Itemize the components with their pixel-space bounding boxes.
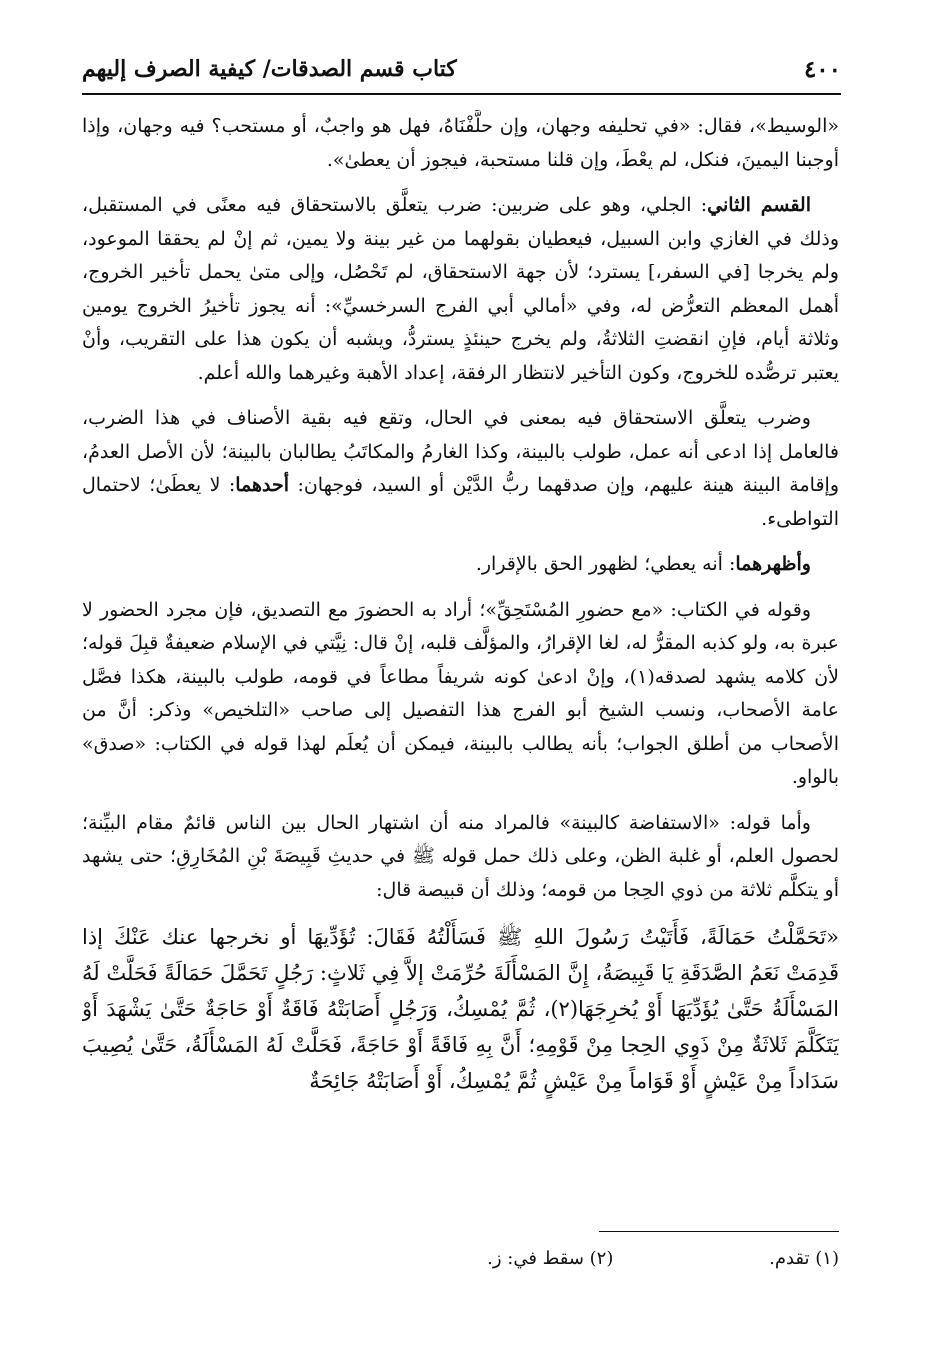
second-opinion-label: وأظهرهما <box>735 553 811 575</box>
page-header <box>82 52 841 92</box>
paragraph-1: «الوسيط»، فقال: «في تحليفه وجهان، وإن حلَّفْنَاهُ، فهل هو واجبٌ، أو مستحب؟ فيه وجهان، وإذا أوجبنا اليمينَ، فنكل، لم يعْطَ، وإن قلنا مستحبة، فيجوز أن يعطىٰ». <box>82 115 839 171</box>
paragraph-5: وقوله في الكتاب: «مع حضورِ المُسْتَحِقِّ»؛ أراد به الحضورَ مع التصديق، فإن مجرد الحضور لا عبرة به، ولو كذبه المقرُّ له، لغا الإقرارُ، والمؤلَّف قلبه، إنْ قال: نِيَّتي في الإسلام ضعيفةٌ قبِلَ قوله؛ لأن كلامه يشهد لصدقه(١)، وإنْ ادعىٰ كونه شريفاً مطاعاً في قومه، طولب بالبينة، هكذا فصَّل عامة الأصحاب، ونسب الشيخ أبو الفرج هذا التفصيل إلى صاحب «التلخيص» وذكر: أنَّ من الأصحاب من أطلق الجواب؛ بأنه يطالب بالبينة، فيمكن أن يُعلَم لهذا قوله في الكتاب: «صدق» بالواو. <box>82 598 839 788</box>
footnote-divider <box>599 1231 839 1232</box>
paragraph-2 <box>82 189 839 390</box>
footnotes <box>82 1245 839 1273</box>
paragraph-6: وأما قوله: «الاستفاضة كالبينة» فالمراد منه أن اشتهار الحال بين الناس قائمٌ مقام البيِّنة؛ لحصول العلم، أو غلبة الظن، وعلى ذلك حمل قوله ﷺ في حديثِ قَبِيصَةَ بْنِ المُخَارِقِ؛ حتى يشهد أو يتكلَّم ثلاثة من ذوي الحِجا من قومه؛ وذلك أن قبيصة قال: <box>82 811 839 901</box>
paragraph-3-text: وضرب يتعلَّق الاستحقاق فيه بمعنى في الحال، وتقع فيه بقية الأصناف في هذا الضرب، فالعامل إذا ادعى أنه عمل، طولب بالبينة، وكذا الغارمُ والمكاتَبُ يطالبان بالبينة؛ لأن الأصل العدمُ، وإقامة البينة هينة عليهم، وإن صدقهما ربُّ الدَّيْن أو السيد، فوجهان: <box>82 407 839 496</box>
running-title: كتاب قسم الصدقات/ كيفية الصرف إليهم <box>82 56 457 82</box>
first-opinion-text: : لا يعطَىٰ؛ لاحتمال التواطىء. <box>82 474 839 530</box>
section-heading-second: القسم الثاني <box>707 194 812 216</box>
footnote-1: (١) تقدم. <box>769 1248 839 1269</box>
first-opinion-label: أحدهما <box>235 474 290 496</box>
paragraph-4 <box>82 548 839 582</box>
hadith-quote: «تَحَمَّلْتُ حَمَالَةً، فَأَتَيْتُ رَسُولَ اللهِ ﷺ فَسَأَلْتُهُ فَقَالَ: تُؤَدِّيهَا أو نخرجها عنك عَنْكَ إذا قَدِمَتْ نَعَمُ الصَّدَقَةِ يَا قَبِيصَةُ، إِنَّ المَسْأَلَةَ حُرِّمَتْ إلاَّ فِي ثَلاثٍ: رَجُلٍ تَحَمَّلَ حَمَالَةً فَحَلَّتْ لَهُ المَسْأَلَةُ حَتَّىٰ يُؤَدِّيَهَا أَوْ يُخرِجَهَا(٢)، ثُمَّ يُمْسِكُ، وَرَجُلٍ أَصَابَتْهُ فَاقَةٌ أَوْ حَاجَةٌ حَتَّىٰ يَشْهَدَ أَوْ يَتَكَلَّمَ ثَلاثَةٌ مِنْ ذَوِي الحِجا مِنْ قَوْمِهِ؛ أَنَّ بِهِ فَاقَةً أَوْ حَاجَةً، فَحَلَّتْ لَهُ المَسْأَلَةُ، حَتَّىٰ يُصِيبَ سَدَاداً مِنْ عَيْشٍ أَوْ قَوَاماً مِنْ عَيْشٍ ثُمَّ يُمْسِكُ، أَوْ أَصَابَتْهُ جَائِحَةٌ <box>82 925 839 1093</box>
main-text <box>82 110 839 1215</box>
header-divider <box>82 93 841 95</box>
page-number: ٤٠٠ <box>803 56 841 83</box>
paragraph-3 <box>82 402 839 536</box>
second-opinion-text: : أنه يعطي؛ لظهور الحق بالإقرار. <box>475 553 736 575</box>
paragraph-2-text: : الجلي، وهو على ضربين: ضرب يتعلَّق بالاستحقاق فيه معنًى في المستقبل، وذلك في الغازي وابن السبيل، فيعطيان بقولهما من غير بينة ولا يمين، ثم إنْ لم يحققا الموعود، ولم يخرجا [في السفر،] يسترد؛ لأن جهة الاستحقاق، لم تَحْصُل، وإلى متىٰ يحمل تأخير الخروج، أهمل المعظم التعرُّض له، وفي «أمالي أبي الفرج السرخسيِّ»: أنه يجوز تأخيرُ الخروج يومين وثلاثة أيام، فإنِ انقضتِ الثلاثةُ، ولم يخرج حينئذٍ يستردُّ، ويشبه أن يكون هذا على التقريب، وأنْ يعتبر ترصُّده للخروج، وكون التأخير لانتظار الرفقة، إعداد الأهبة وغيرهما والله أعلم. <box>82 194 839 384</box>
footnote-2: (٢) سقط في: ز. <box>487 1248 614 1269</box>
